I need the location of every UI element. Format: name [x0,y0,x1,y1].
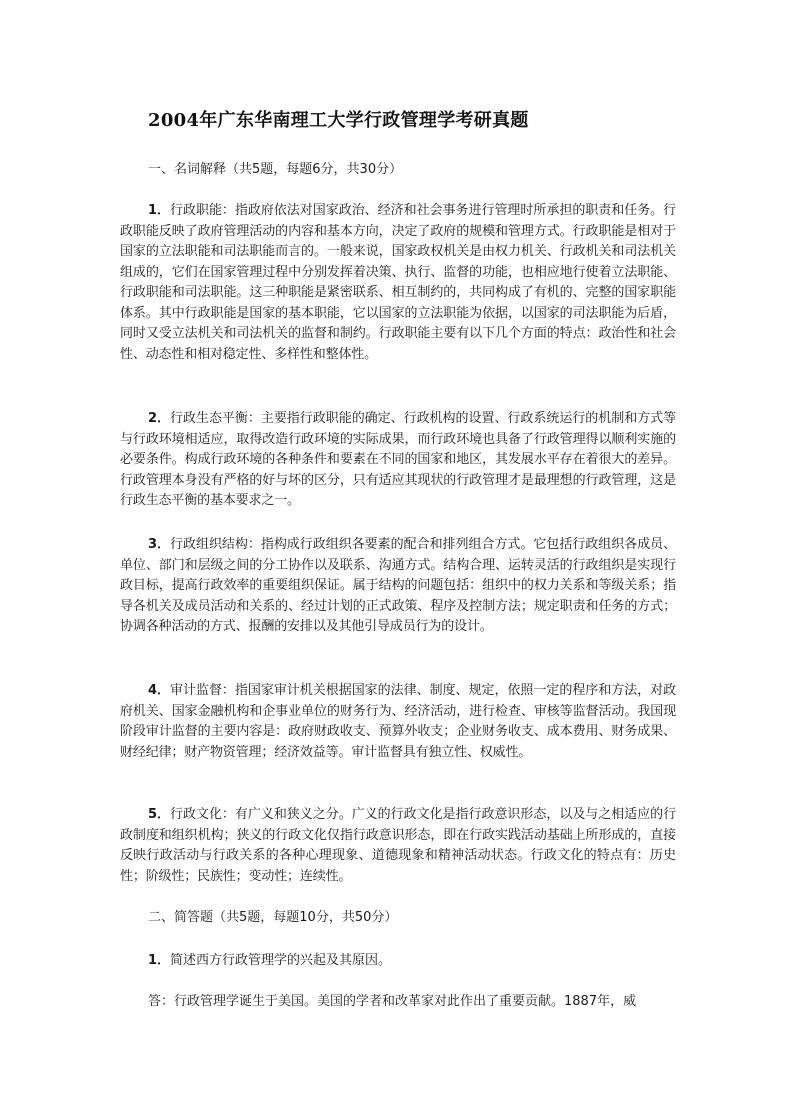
item-number: 3． [148,537,171,552]
item-text: 行政生态平衡：主要指行政职能的确定、行政机构的设置、行政系统运行的机制和方式等与行政环境相适应，取得改造行政环境的实际成果，而行政环境也具备了行政管理得以顺利实施的必要条件。构成行政环境的各种条件和要素在不同的国家和地区，其发展水平存在着很大的差异。行政管理本身没有严格的好与坏的区分，只有适应其现状的行政管理才是最理想的行政管理，这是行政生态平衡的基本要求之一。 [120,411,677,508]
item-number: 1． [148,203,171,218]
document-title: 2004年广东华南理工大学行政管理学考研真题 [148,110,529,131]
definition-paragraph [120,409,676,512]
section-heading-definitions: 一、名词解释（共5题，每题6分，共30分） [148,162,403,177]
definition-paragraph [120,805,676,887]
item-number: 5． [148,807,171,822]
question-number: 1． [148,953,171,968]
item-number: 2． [148,411,171,426]
question-line [148,951,688,971]
question-text: 简述西方行政管理学的兴起及其原因。 [170,953,392,968]
item-text: 行政职能：指政府依法对国家政治、经济和社会事务进行管理时所承担的职责和任务。行政职能反映了政府管理活动的内容和基本方向，决定了政府的规模和管理方式。行政职能是相对于国家的立法职能和司法职能而言的。一般来说，国家政权机关是由权力机关、行政机关和司法机关组成的，它们在国家管理过程中分别发挥着决策、执行、监督的功能，也相应地行使着立法职能、行政职能和司法职能。这三种职能是紧密联系、相互制约的，共同构成了有机的、完整的国家职能体系。其中行政职能是国家的基本职能，它以国家的立法职能为依据，以国家的司法职能为后盾，同时又受立法机关和司法机关的监督和制约。行政职能主要有以下几个方面的特点：政治性和社会性、动态性和相对稳定性、多样性和整体性。 [120,203,677,362]
item-text: 行政文化：有广义和狭义之分。广义的行政文化是指行政意识形态，以及与之相适应的行政制度和组织机构；狭义的行政文化仅指行政意识形态，即在行政实践活动基础上所形成的，直接反映行政活动与行政关系的各种心理现象、道德现象和精神活动状态。行政文化的特点有：历史性；阶级性；民族性；变动性；连续性。 [120,807,677,884]
item-text: 行政组织结构：指构成行政组织各要素的配合和排列组合方式。它包括行政组织各成员、单位、部门和层级之间的分工协作以及联系、沟通方式。结构合理、运转灵活的行政组织是实现行政目标，提高行政效率的重要组织保证。属于结构的问题包括：组织中的权力关系和等级关系；指导各机关及成员活动和关系的、经过计划的正式政策、程序及控制方法；规定职责和任务的方式；协调各种活动的方式、报酬的安排以及其他引导成员行为的设计。 [120,537,677,634]
definition-paragraph [120,201,676,365]
section-heading-short-answer: 二、简答题（共5题，每题10分，共50分） [148,910,398,925]
item-text: 审计监督：指国家审计机关根据国家的法律、制度、规定，依照一定的程序和方法，对政府机关、国家金融机构和企事业单位的财务行为、经济活动，进行检查、审核等监督活动。我国现阶段审计监督的主要内容是：政府财政收支、预算外收支；企业财务收支、成本费用、财务成果、财经纪律；财产物资管理；经济效益等。审计监督具有独立性、权威性。 [120,683,677,760]
answer-line: 答：行政管理学诞生于美国。美国的学者和改革家对此作出了重要贡献。1887年，威 [148,994,637,1009]
definition-paragraph [120,535,676,638]
item-number: 4． [148,683,171,698]
definition-paragraph [120,681,676,763]
